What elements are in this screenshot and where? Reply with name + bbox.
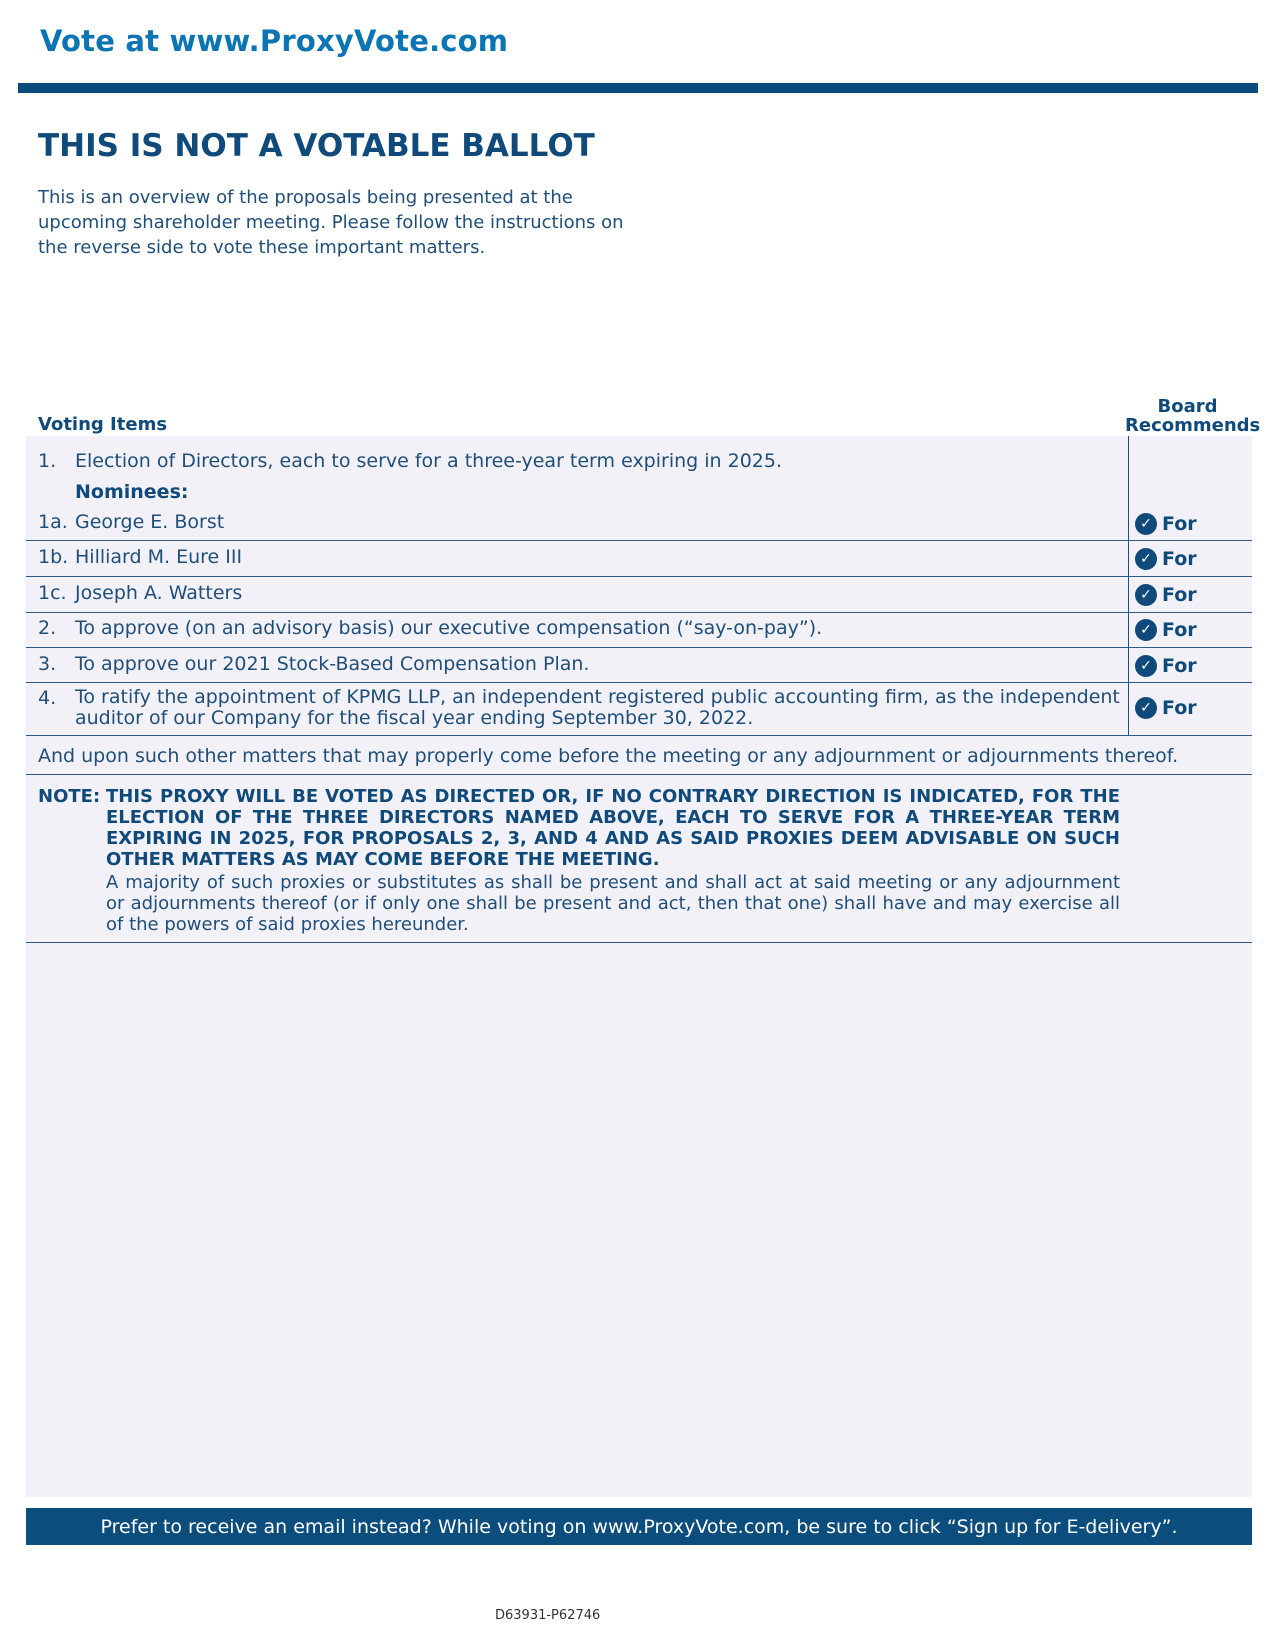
- check-circle-icon: ✓: [1135, 655, 1157, 677]
- header-rule: [18, 83, 1258, 93]
- item-text: Election of Directors, each to serve for a three-year term expiring in 2025.: [75, 450, 783, 472]
- column-header-board-recommends: [1125, 396, 1261, 436]
- intro-text: [38, 185, 638, 260]
- document-code: D63931-P62746: [495, 1608, 601, 1623]
- e-delivery-text: Prefer to receive an email instead? While voting on www.ProxyVote.com, be sure to click “Sign up for E-delivery”.: [100, 1515, 1178, 1538]
- board-recommendation: [1135, 584, 1197, 606]
- nominee-name: Hilliard M. Eure III: [75, 546, 243, 568]
- board-recommendation: [1135, 697, 1197, 719]
- item-number: 4.: [38, 687, 57, 709]
- row-divider: [26, 576, 1252, 577]
- item-number: 1.: [38, 450, 57, 472]
- board-recommendation: [1135, 655, 1197, 677]
- nominee-name: Joseph A. Watters: [75, 582, 243, 604]
- row-divider: [26, 647, 1252, 648]
- nominee-name: George E. Borst: [75, 511, 225, 533]
- item-number: 1a.: [38, 511, 68, 533]
- other-matters-text: And upon such other matters that may properly come before the meeting or any adjournment or adjournments thereof.: [38, 745, 1179, 767]
- intro-line: This is an overview of the proposals being presented at the: [38, 187, 573, 208]
- item-number: 3.: [38, 653, 57, 675]
- check-circle-icon: ✓: [1135, 619, 1157, 641]
- item-text: To ratify the appointment of KPMG LLP, an independent registered public accounting firm, as the independent auditor of our Company for the fiscal year ending September 30, 2022.: [75, 686, 1120, 729]
- item-text: To approve (on an advisory basis) our executive compensation (“say-on-pay”).: [75, 617, 823, 639]
- row-divider: [26, 612, 1252, 613]
- nominees-label: Nominees:: [75, 481, 189, 503]
- item-text: To approve our 2021 Stock-Based Compensation Plan.: [75, 653, 590, 675]
- column-divider: [1128, 436, 1129, 735]
- recommendation-label: For: [1162, 655, 1197, 677]
- item-number: 2.: [38, 617, 57, 639]
- check-circle-icon: ✓: [1135, 697, 1157, 719]
- column-header-voting-items: Voting Items: [38, 414, 168, 435]
- item-number: 1b.: [38, 546, 69, 568]
- column-header-line: Board: [1157, 396, 1218, 417]
- check-circle-icon: ✓: [1135, 513, 1157, 535]
- note-label: NOTE:: [38, 786, 101, 807]
- note-divider: [26, 942, 1252, 943]
- recommendation-label: For: [1162, 513, 1197, 535]
- board-recommendation: [1135, 513, 1197, 535]
- recommendation-label: For: [1162, 584, 1197, 606]
- recommendation-label: For: [1162, 619, 1197, 641]
- board-recommendation: [1135, 548, 1197, 570]
- row-divider: [26, 774, 1252, 775]
- note-caps-text: THIS PROXY WILL BE VOTED AS DIRECTED OR, IF NO CONTRARY DIRECTION IS INDICATED, FOR THE ELECTION OF THE THREE DIRECTORS NAMED ABOVE, EACH TO SERVE FOR A THREE-YEAR TERM EXPIRING IN 2025, FOR PROPOSALS 2, 3, AND 4 AND AS SAID PROXIES DEEM ADVISABLE ON SUCH OTHER MATTERS AS MAY COME BEFORE THE MEETING.: [106, 786, 1120, 870]
- recommendation-label: For: [1162, 697, 1197, 719]
- note-body-text: A majority of such proxies or substitutes as shall be present and shall act at said meeting or any adjournment or adjournments thereof (or if only one shall be present and act, then that one) shall have and may exercise all of the powers of said proxies hereunder.: [106, 872, 1120, 935]
- check-circle-icon: ✓: [1135, 584, 1157, 606]
- board-recommendation: [1135, 619, 1197, 641]
- row-divider: [26, 735, 1252, 736]
- row-divider: [26, 540, 1252, 541]
- recommendation-label: For: [1162, 548, 1197, 570]
- item-number: 1c.: [38, 582, 67, 604]
- intro-line: the reverse side to vote these important matters.: [38, 237, 486, 258]
- row-divider: [26, 682, 1252, 683]
- check-circle-icon: ✓: [1135, 548, 1157, 570]
- vote-link-header[interactable]: Vote at www.ProxyVote.com: [40, 24, 509, 58]
- intro-line: upcoming shareholder meeting. Please follow the instructions on: [38, 212, 624, 233]
- page-title: THIS IS NOT A VOTABLE BALLOT: [38, 128, 595, 164]
- e-delivery-banner: [26, 1508, 1252, 1545]
- column-header-line: Recommends: [1125, 415, 1261, 436]
